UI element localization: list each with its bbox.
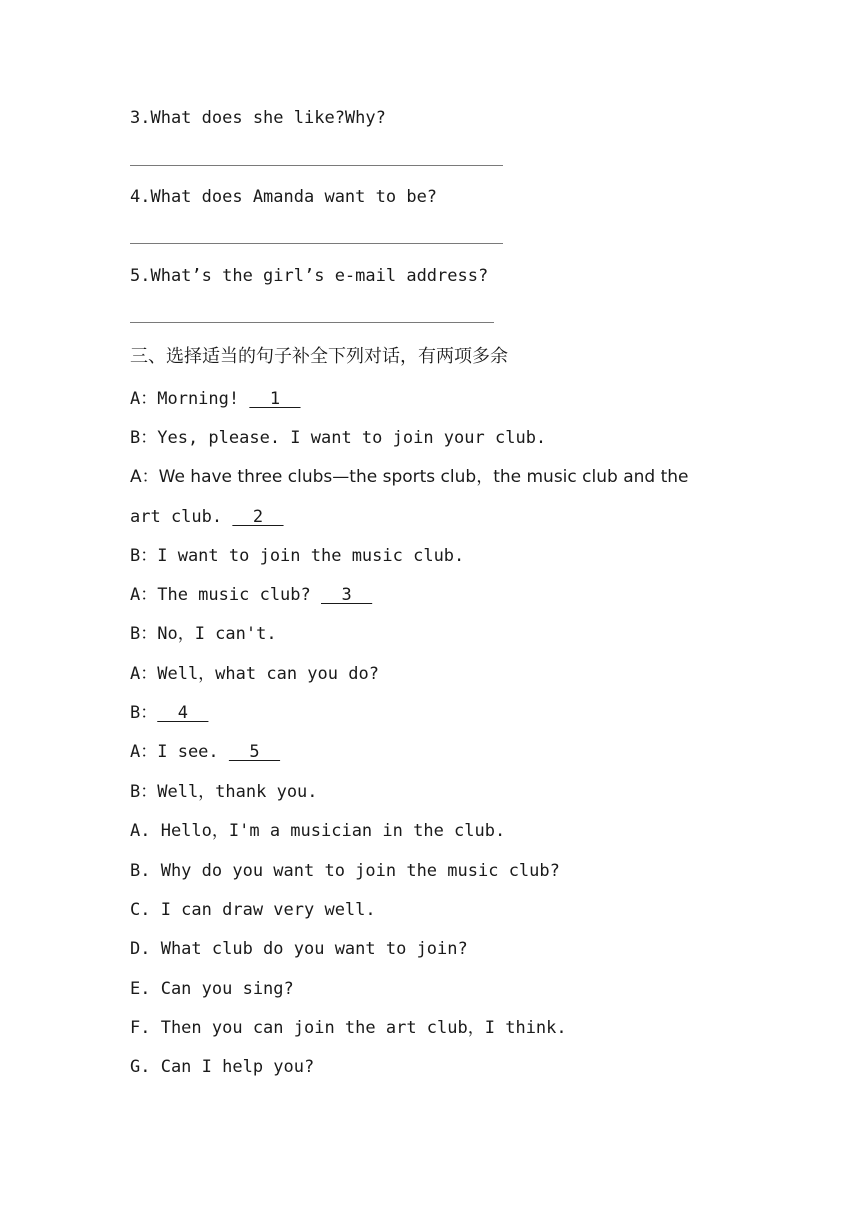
blank-3[interactable]: 3 — [321, 585, 373, 605]
blank-1[interactable]: 1 — [249, 389, 301, 409]
dialogue-line-3 — [130, 466, 689, 488]
answer-line-4[interactable] — [130, 243, 503, 244]
option-f: F. Then you can join the art club，I think. — [130, 1018, 567, 1038]
option-e: E. Can you sing? — [130, 979, 294, 999]
dialogue-text: B：No，I can't. — [130, 624, 277, 644]
dialogue-line-2 — [130, 427, 546, 449]
dialogue-line-9 — [130, 702, 208, 724]
answer-line-5[interactable] — [130, 322, 494, 323]
dialogue-text: A：The music club? — [130, 585, 321, 605]
section-3-title: 三、选择适当的句子补全下列对话，有两项多余 — [130, 346, 508, 367]
blank-2[interactable]: 2 — [232, 507, 284, 527]
dialogue-text: A：Well，what can you do? — [130, 664, 379, 684]
dialogue-text: A：I see. — [130, 742, 229, 762]
dialogue-line-10 — [130, 741, 280, 763]
option-b: B. Why do you want to join the music club? — [130, 861, 560, 881]
blank-5[interactable]: 5 — [228, 742, 281, 762]
dialogue-text: B：Yes, please. I want to join your club. — [130, 428, 547, 448]
option-a: A. Hello，I'm a musician in the club. — [130, 821, 506, 841]
option-c: C. I can draw very well. — [130, 900, 376, 920]
dialogue-line-4 — [130, 506, 284, 528]
answer-line-3[interactable] — [130, 165, 503, 166]
dialogue-line-8 — [130, 663, 379, 685]
question-3: 3.What does she like?Why? — [130, 108, 386, 128]
blank-4[interactable]: 4 — [157, 703, 209, 723]
dialogue-text: B： — [130, 703, 158, 723]
dialogue-text: art club. — [130, 507, 233, 527]
option-g: G. Can I help you? — [130, 1057, 315, 1077]
dialogue-line-1 — [130, 388, 301, 410]
question-4: 4.What does Amanda want to be? — [130, 187, 438, 207]
dialogue-line-6 — [130, 584, 372, 606]
question-5: 5.What’s the girl’s e-mail address? — [130, 266, 489, 286]
dialogue-line-7 — [130, 623, 277, 645]
dialogue-text: B：I want to join the music club. — [130, 546, 465, 566]
dialogue-text: A：Morning! — [130, 389, 250, 409]
dialogue-line-11 — [130, 781, 318, 803]
dialogue-line-5 — [130, 545, 464, 567]
dialogue-text: B：Well，thank you. — [130, 782, 318, 802]
option-d: D. What club do you want to join? — [130, 939, 468, 959]
dialogue-text: A：We have three clubs—the sports club，the music club and the — [130, 467, 689, 487]
